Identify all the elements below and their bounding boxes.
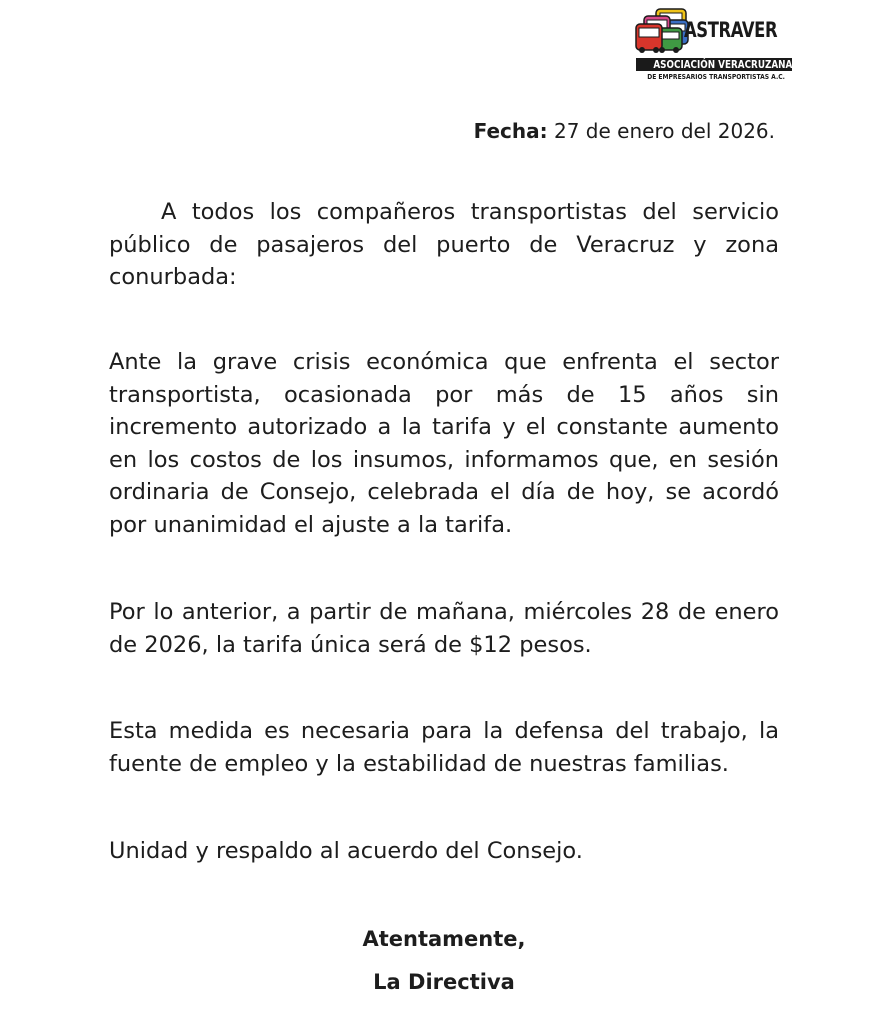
logo-band-text: ASOCIACIÓN VERACRUZANA	[653, 58, 792, 71]
measure-paragraph: Esta medida es necesaria para la defensa del trabajo, la fuente de empleo y la estabilidad de nuestras familias.	[109, 718, 779, 777]
closing-regards: Atentamente,	[362, 927, 526, 951]
logo-association-band	[636, 58, 792, 71]
astraver-logo	[634, 6, 794, 86]
new-rate-paragraph: Por lo anterior, a partir de mañana, miércoles 28 de enero de 2026, la tarifa única será de $12 pesos.	[109, 599, 779, 658]
logo-subtitle	[636, 73, 792, 82]
date-line	[474, 116, 775, 146]
unity-paragraph: Unidad y respaldo al acuerdo del Consejo.	[109, 838, 583, 864]
logo-top	[634, 6, 794, 56]
closing-signer: La Directiva	[373, 970, 515, 994]
greeting-paragraph: A todos los compañeros transportistas del servicio público de pasajeros del puerto de Veracruz y zona conurbada:	[109, 199, 779, 290]
crisis-paragraph: Ante la grave crisis económica que enfrenta el sector transportista, ocasionada por más de 15 años sin incremento autorizado a la tarifa y el constante aumento en los costos de los insumos, informamos que, en sesión ordinaria de Consejo, celebrada el día de hoy, se acordó por unanimidad el ajuste a la tarifa.	[109, 349, 779, 538]
date-label: Fecha:	[473, 119, 548, 143]
logo-wordmark: ASTRAVER	[684, 18, 778, 42]
date-value: 27 de enero del 2026.	[554, 119, 775, 143]
logo-subtitle-text: DE EMPRESARIOS TRANSPORTISTAS A.C.	[647, 73, 785, 81]
